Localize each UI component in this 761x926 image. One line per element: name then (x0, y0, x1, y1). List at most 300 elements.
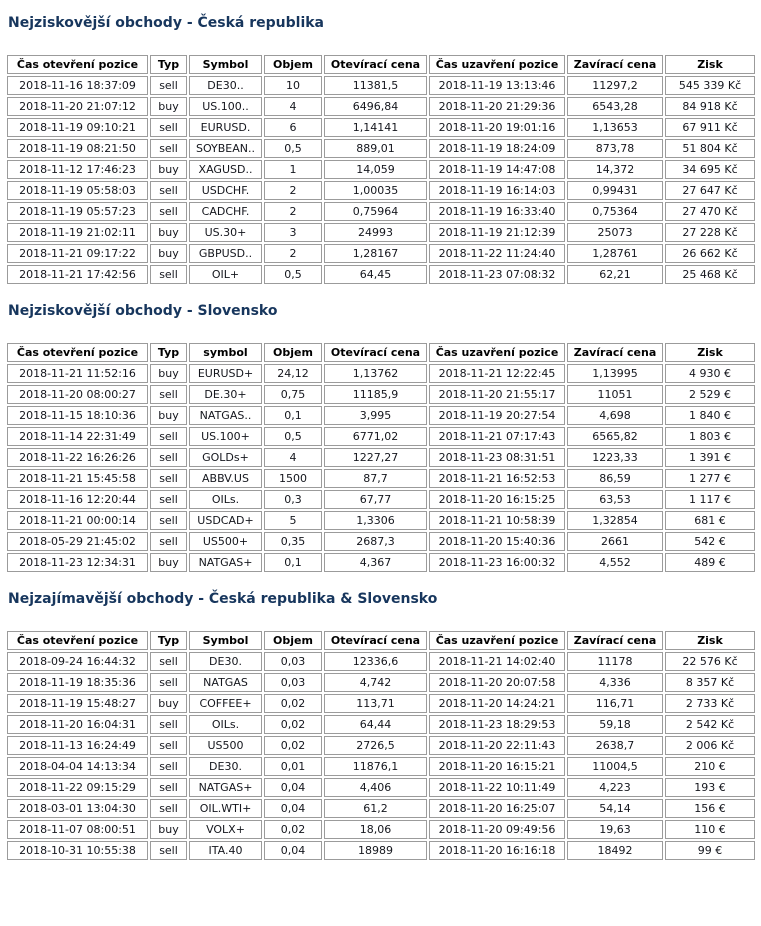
table-cell: buy (150, 97, 187, 116)
table-cell: 87,7 (324, 469, 427, 488)
table-cell: 67 911 Kč (665, 118, 755, 137)
table-cell: sell (150, 139, 187, 158)
table-cell: 2018-09-24 16:44:32 (7, 652, 148, 671)
table-cell: 2018-11-19 18:24:09 (429, 139, 565, 158)
table-row (7, 715, 755, 734)
table-cell: 11297,2 (567, 76, 663, 95)
table-cell: 2018-11-22 11:24:40 (429, 244, 565, 263)
table-cell: 2018-11-20 21:55:17 (429, 385, 565, 404)
table-cell: OILs. (189, 715, 262, 734)
table-cell: COFFEE+ (189, 694, 262, 713)
table-row (7, 448, 755, 467)
section-title-most-profitable-cz: Nejziskovější obchody - Česká republika (8, 15, 324, 31)
table-cell: 2018-11-15 18:10:36 (7, 406, 148, 425)
table-cell: 873,78 (567, 139, 663, 158)
table-cell: 113,71 (324, 694, 427, 713)
table-cell: 2018-11-22 16:26:26 (7, 448, 148, 467)
table-cell: 2018-11-12 17:46:23 (7, 160, 148, 179)
table-cell: 0,02 (264, 820, 322, 839)
table-cell: 51 804 Kč (665, 139, 755, 158)
table-cell: 34 695 Kč (665, 160, 755, 179)
table-cell: OIL.WTI+ (189, 799, 262, 818)
column-header: Typ (150, 55, 187, 74)
table-cell: 2018-11-20 16:15:25 (429, 490, 565, 509)
column-header: Symbol (189, 55, 262, 74)
table-cell: sell (150, 778, 187, 797)
table-cell: buy (150, 694, 187, 713)
table-cell: 18492 (567, 841, 663, 860)
table-cell: 4 (264, 97, 322, 116)
table-cell: DE30.. (189, 76, 262, 95)
table-cell: 2018-11-19 15:48:27 (7, 694, 148, 713)
table-row (7, 139, 755, 158)
table-cell: sell (150, 715, 187, 734)
table-cell: 2018-11-19 16:33:40 (429, 202, 565, 221)
table-cell: sell (150, 532, 187, 551)
table-cell: sell (150, 799, 187, 818)
table-cell: 2018-11-19 05:57:23 (7, 202, 148, 221)
table-cell: 6565,82 (567, 427, 663, 446)
table-cell: 1,13995 (567, 364, 663, 383)
table-cell: 0,04 (264, 841, 322, 860)
table-cell: 19,63 (567, 820, 663, 839)
table-cell: 0,02 (264, 694, 322, 713)
table-cell: 1,32854 (567, 511, 663, 530)
table-cell: 0,04 (264, 778, 322, 797)
table-cell: 14,372 (567, 160, 663, 179)
table-cell: VOLX+ (189, 820, 262, 839)
table-cell: 0,5 (264, 265, 322, 284)
table-cell: 99 € (665, 841, 755, 860)
table-cell: 2018-11-21 16:52:53 (429, 469, 565, 488)
table-cell: 2018-11-20 16:16:18 (429, 841, 565, 860)
table-row (7, 511, 755, 530)
table-cell: 1,00035 (324, 181, 427, 200)
table-row (7, 223, 755, 242)
table-cell: 11051 (567, 385, 663, 404)
table-cell: GOLDs+ (189, 448, 262, 467)
table-cell: 2 529 € (665, 385, 755, 404)
table-cell: 2018-11-20 21:07:12 (7, 97, 148, 116)
table-cell: GBPUSD.. (189, 244, 262, 263)
table-cell: sell (150, 736, 187, 755)
table-cell: 3 (264, 223, 322, 242)
table-cell: 11876,1 (324, 757, 427, 776)
table-cell: CADCHF. (189, 202, 262, 221)
table-row (7, 364, 755, 383)
table-cell: 6496,84 (324, 97, 427, 116)
column-header: Objem (264, 631, 322, 650)
table-cell: 1,13653 (567, 118, 663, 137)
table-cell: 1227,27 (324, 448, 427, 467)
table-cell: 0,03 (264, 673, 322, 692)
table-cell: 2018-11-07 08:00:51 (7, 820, 148, 839)
section-most-profitable-cz (4, 15, 757, 286)
column-header: Zisk (665, 631, 755, 650)
table-cell: 64,45 (324, 265, 427, 284)
table-cell: 5 (264, 511, 322, 530)
table-cell: US500+ (189, 532, 262, 551)
table-row (7, 652, 755, 671)
table-cell: 1223,33 (567, 448, 663, 467)
table-cell: sell (150, 673, 187, 692)
table-cell: US.100+ (189, 427, 262, 446)
table-row (7, 778, 755, 797)
table-row (7, 97, 755, 116)
table-row (7, 406, 755, 425)
table-cell: 27 647 Kč (665, 181, 755, 200)
table-cell: 2018-11-19 09:10:21 (7, 118, 148, 137)
table-cell: NATGAS+ (189, 778, 262, 797)
table-row (7, 265, 755, 284)
table-cell: NATGAS (189, 673, 262, 692)
table-row (7, 181, 755, 200)
table-cell: 2726,5 (324, 736, 427, 755)
table-cell: ITA.40 (189, 841, 262, 860)
table-cell: 4,367 (324, 553, 427, 572)
table-row (7, 532, 755, 551)
table-cell: 2018-11-20 16:25:07 (429, 799, 565, 818)
header-row (7, 631, 755, 650)
table-cell: 681 € (665, 511, 755, 530)
table-cell: 18,06 (324, 820, 427, 839)
table-cell: 24,12 (264, 364, 322, 383)
table-cell: 4 (264, 448, 322, 467)
table-cell: 210 € (665, 757, 755, 776)
table-cell: 2018-11-20 15:40:36 (429, 532, 565, 551)
table-cell: 1 840 € (665, 406, 755, 425)
table-cell: 0,04 (264, 799, 322, 818)
column-header: Otevírací cena (324, 343, 427, 362)
table-row (7, 799, 755, 818)
table-cell: sell (150, 202, 187, 221)
table-cell: sell (150, 652, 187, 671)
table-cell: buy (150, 553, 187, 572)
table-cell: 2018-11-22 10:11:49 (429, 778, 565, 797)
table-cell: 25073 (567, 223, 663, 242)
table-cell: 22 576 Kč (665, 652, 755, 671)
table-row (7, 553, 755, 572)
table-cell: 2018-11-16 18:37:09 (7, 76, 148, 95)
table-cell: 156 € (665, 799, 755, 818)
table-cell: 1 117 € (665, 490, 755, 509)
table-cell: 2018-11-19 08:21:50 (7, 139, 148, 158)
table-cell: 2018-11-20 20:07:58 (429, 673, 565, 692)
section-most-profitable-sk (4, 303, 757, 574)
table-cell: 4,698 (567, 406, 663, 425)
table-cell: 0,35 (264, 532, 322, 551)
table-cell: US.100.. (189, 97, 262, 116)
table-cell: 25 468 Kč (665, 265, 755, 284)
column-header: Zavírací cena (567, 631, 663, 650)
table-cell: 2018-11-19 20:27:54 (429, 406, 565, 425)
table-cell: 889,01 (324, 139, 427, 158)
table-cell: 2018-11-21 10:58:39 (429, 511, 565, 530)
table-cell: 0,75 (264, 385, 322, 404)
table-cell: 116,71 (567, 694, 663, 713)
table-cell: 0,03 (264, 652, 322, 671)
table-cell: 542 € (665, 532, 755, 551)
table-cell: DE.30+ (189, 385, 262, 404)
table-cell: buy (150, 223, 187, 242)
table-cell: buy (150, 244, 187, 263)
header-row (7, 55, 755, 74)
table-cell: 2687,3 (324, 532, 427, 551)
table-cell: sell (150, 181, 187, 200)
table-row (7, 244, 755, 263)
table-cell: 1,14141 (324, 118, 427, 137)
table-cell: 2018-11-20 21:29:36 (429, 97, 565, 116)
table-cell: 2018-11-19 21:12:39 (429, 223, 565, 242)
table-cell: 2018-11-21 14:02:40 (429, 652, 565, 671)
table-cell: 0,02 (264, 715, 322, 734)
table-cell: 2018-03-01 13:04:30 (7, 799, 148, 818)
table-cell: 2 (264, 181, 322, 200)
table-cell: 2018-11-21 07:17:43 (429, 427, 565, 446)
table-cell: 2018-11-20 16:15:21 (429, 757, 565, 776)
section-title-most-interesting-cz-sk: Nejzajímavější obchody - Česká republika & Slovensko (8, 591, 438, 607)
table-cell: 0,01 (264, 757, 322, 776)
table-cell: 26 662 Kč (665, 244, 755, 263)
column-header: Čas uzavření pozice (429, 55, 565, 74)
table-cell: 14,059 (324, 160, 427, 179)
table-cell: 27 228 Kč (665, 223, 755, 242)
table-cell: 8 357 Kč (665, 673, 755, 692)
table-cell: sell (150, 511, 187, 530)
table-cell: 2018-11-20 14:24:21 (429, 694, 565, 713)
table-cell: 2018-11-13 16:24:49 (7, 736, 148, 755)
table-cell: 2018-11-21 00:00:14 (7, 511, 148, 530)
table-cell: 1,13762 (324, 364, 427, 383)
table-cell: 1,28761 (567, 244, 663, 263)
table-cell: 2018-11-20 09:49:56 (429, 820, 565, 839)
table-cell: 4 930 € (665, 364, 755, 383)
column-header: Čas uzavření pozice (429, 343, 565, 362)
table-cell: sell (150, 490, 187, 509)
table-cell: 11185,9 (324, 385, 427, 404)
table-cell: 6771,02 (324, 427, 427, 446)
column-header: Čas otevření pozice (7, 631, 148, 650)
table-cell: 2018-11-23 12:34:31 (7, 553, 148, 572)
table-cell: 18989 (324, 841, 427, 860)
table-cell: EURUSD+ (189, 364, 262, 383)
table-cell: sell (150, 118, 187, 137)
table-cell: NATGAS.. (189, 406, 262, 425)
table-row (7, 673, 755, 692)
column-header: Zavírací cena (567, 55, 663, 74)
trades-table-cz-sk (5, 629, 757, 862)
table-row (7, 736, 755, 755)
table-row (7, 160, 755, 179)
table-cell: 59,18 (567, 715, 663, 734)
table-cell: 0,5 (264, 139, 322, 158)
column-header: Čas uzavření pozice (429, 631, 565, 650)
section-most-interesting-cz-sk (4, 591, 757, 862)
table-cell: 2018-11-19 05:58:03 (7, 181, 148, 200)
table-row (7, 427, 755, 446)
table-cell: buy (150, 160, 187, 179)
table-cell: 0,3 (264, 490, 322, 509)
table-cell: 84 918 Kč (665, 97, 755, 116)
table-cell: 2018-11-21 09:17:22 (7, 244, 148, 263)
table-row (7, 757, 755, 776)
table-cell: 3,995 (324, 406, 427, 425)
table-cell: DE30. (189, 652, 262, 671)
table-cell: 2018-05-29 21:45:02 (7, 532, 148, 551)
table-cell: 2018-11-21 17:42:56 (7, 265, 148, 284)
column-header: Objem (264, 343, 322, 362)
table-cell: USDCHF. (189, 181, 262, 200)
table-cell: sell (150, 265, 187, 284)
column-header: Zavírací cena (567, 343, 663, 362)
table-cell: OILs. (189, 490, 262, 509)
table-row (7, 76, 755, 95)
table-cell: 4,742 (324, 673, 427, 692)
table-cell: 27 470 Kč (665, 202, 755, 221)
table-cell: 4,406 (324, 778, 427, 797)
table-cell: 0,1 (264, 553, 322, 572)
table-cell: NATGAS+ (189, 553, 262, 572)
table-cell: 2018-11-21 15:45:58 (7, 469, 148, 488)
table-cell: sell (150, 385, 187, 404)
table-cell: SOYBEAN.. (189, 139, 262, 158)
table-cell: 0,99431 (567, 181, 663, 200)
table-cell: XAGUSD.. (189, 160, 262, 179)
table-cell: US500 (189, 736, 262, 755)
table-cell: 2018-11-21 12:22:45 (429, 364, 565, 383)
table-cell: 489 € (665, 553, 755, 572)
table-cell: 54,14 (567, 799, 663, 818)
table-cell: 6543,28 (567, 97, 663, 116)
table-cell: buy (150, 820, 187, 839)
table-cell: 2018-11-16 12:20:44 (7, 490, 148, 509)
table-cell: 2 (264, 244, 322, 263)
table-cell: 2018-11-23 18:29:53 (429, 715, 565, 734)
column-header: Objem (264, 55, 322, 74)
table-cell: 2018-04-04 14:13:34 (7, 757, 148, 776)
table-cell: 110 € (665, 820, 755, 839)
table-cell: 24993 (324, 223, 427, 242)
table-row (7, 385, 755, 404)
table-cell: 2018-11-20 08:00:27 (7, 385, 148, 404)
table-row (7, 841, 755, 860)
table-cell: 1 277 € (665, 469, 755, 488)
table-cell: sell (150, 757, 187, 776)
table-cell: 11178 (567, 652, 663, 671)
table-cell: ABBV.US (189, 469, 262, 488)
table-cell: 63,53 (567, 490, 663, 509)
table-cell: 193 € (665, 778, 755, 797)
table-cell: 545 339 Kč (665, 76, 755, 95)
table-cell: 10 (264, 76, 322, 95)
column-header: Čas otevření pozice (7, 55, 148, 74)
table-cell: sell (150, 469, 187, 488)
column-header: Typ (150, 631, 187, 650)
table-cell: 1,3306 (324, 511, 427, 530)
table-cell: 0,1 (264, 406, 322, 425)
column-header: symbol (189, 343, 262, 362)
table-cell: 2018-11-19 14:47:08 (429, 160, 565, 179)
table-cell: 2661 (567, 532, 663, 551)
table-cell: sell (150, 76, 187, 95)
column-header: Čas otevření pozice (7, 343, 148, 362)
table-cell: 2018-11-23 08:31:51 (429, 448, 565, 467)
column-header: Symbol (189, 631, 262, 650)
column-header: Typ (150, 343, 187, 362)
table-cell: sell (150, 841, 187, 860)
table-cell: 2638,7 (567, 736, 663, 755)
table-cell: 6 (264, 118, 322, 137)
table-row (7, 820, 755, 839)
table-cell: 4,552 (567, 553, 663, 572)
table-cell: 2 (264, 202, 322, 221)
table-cell: 2018-11-20 19:01:16 (429, 118, 565, 137)
table-cell: 1500 (264, 469, 322, 488)
table-cell: 86,59 (567, 469, 663, 488)
table-cell: 2 733 Kč (665, 694, 755, 713)
trades-table-sk (5, 341, 757, 574)
table-cell: 2018-11-19 21:02:11 (7, 223, 148, 242)
table-row (7, 490, 755, 509)
table-cell: sell (150, 448, 187, 467)
table-cell: 4,223 (567, 778, 663, 797)
table-cell: 2 542 Kč (665, 715, 755, 734)
table-cell: 2018-11-23 07:08:32 (429, 265, 565, 284)
table-cell: 0,75964 (324, 202, 427, 221)
table-cell: 2018-11-19 16:14:03 (429, 181, 565, 200)
table-cell: 2018-11-19 13:13:46 (429, 76, 565, 95)
table-cell: 2 006 Kč (665, 736, 755, 755)
table-cell: 11381,5 (324, 76, 427, 95)
table-cell: buy (150, 364, 187, 383)
table-cell: 64,44 (324, 715, 427, 734)
table-cell: buy (150, 406, 187, 425)
table-cell: 4,336 (567, 673, 663, 692)
table-cell: 0,5 (264, 427, 322, 446)
table-cell: 62,21 (567, 265, 663, 284)
table-cell: 1,28167 (324, 244, 427, 263)
table-cell: 1 803 € (665, 427, 755, 446)
header-row (7, 343, 755, 362)
table-cell: DE30. (189, 757, 262, 776)
column-header: Zisk (665, 343, 755, 362)
table-cell: 0,02 (264, 736, 322, 755)
table-cell: 61,2 (324, 799, 427, 818)
table-cell: 12336,6 (324, 652, 427, 671)
table-cell: 2018-11-20 22:11:43 (429, 736, 565, 755)
table-cell: USDCAD+ (189, 511, 262, 530)
table-cell: 1 (264, 160, 322, 179)
column-header: Otevírací cena (324, 55, 427, 74)
table-cell: 0,75364 (567, 202, 663, 221)
column-header: Zisk (665, 55, 755, 74)
column-header: Otevírací cena (324, 631, 427, 650)
table-cell: 11004,5 (567, 757, 663, 776)
table-row (7, 202, 755, 221)
section-title-most-profitable-sk: Nejziskovější obchody - Slovensko (8, 303, 278, 319)
table-cell: 2018-11-21 11:52:16 (7, 364, 148, 383)
table-row (7, 118, 755, 137)
table-row (7, 694, 755, 713)
table-row (7, 469, 755, 488)
table-cell: 2018-11-23 16:00:32 (429, 553, 565, 572)
table-cell: sell (150, 427, 187, 446)
table-cell: 2018-10-31 10:55:38 (7, 841, 148, 860)
table-cell: 2018-11-19 18:35:36 (7, 673, 148, 692)
trades-table-cz (5, 53, 757, 286)
table-cell: OIL+ (189, 265, 262, 284)
table-cell: 1 391 € (665, 448, 755, 467)
